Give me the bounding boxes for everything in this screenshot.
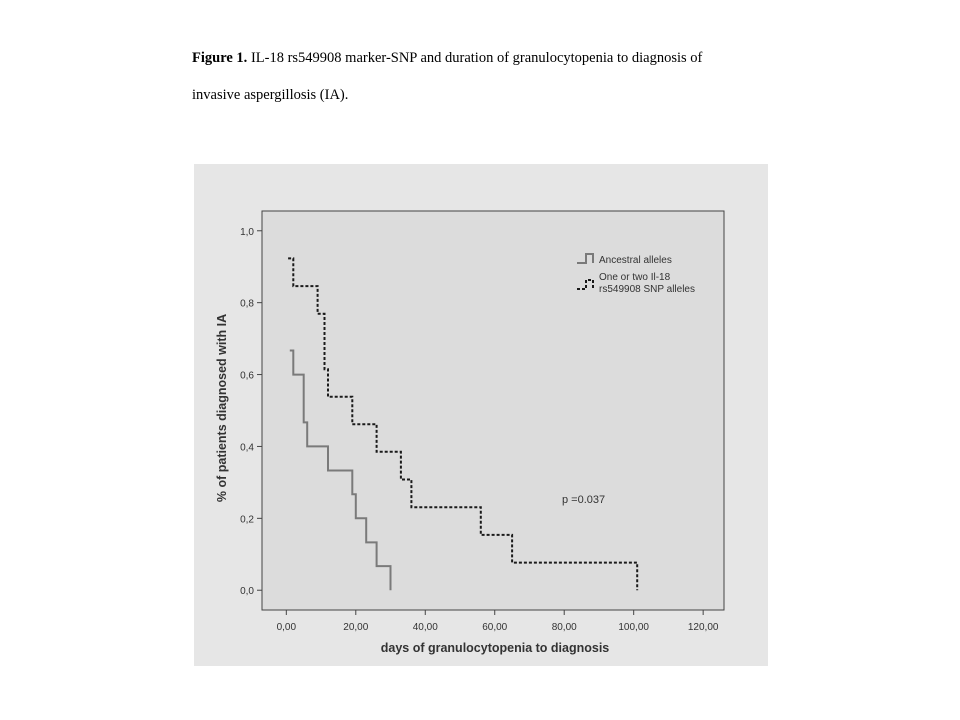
x-tick-label: 100,00	[618, 622, 649, 633]
y-axis-label: % of patients diagnosed with IA	[215, 313, 229, 503]
legend-label-snp-line2: rs549908 SNP alleles	[599, 284, 695, 295]
y-tick-label: 0,8	[240, 298, 254, 310]
x-tick-label: 80,00	[551, 622, 577, 633]
x-tick-label: 120,00	[687, 622, 719, 633]
caption-line-2: invasive aspergillosis (IA).	[192, 87, 349, 103]
y-tick-label: 0,6	[240, 370, 254, 382]
x-tick-label: 60,00	[482, 622, 508, 633]
x-tick-label: 20,00	[343, 622, 369, 633]
plot-area	[262, 211, 724, 610]
x-tick-label: 40,00	[412, 622, 438, 633]
legend-label-ancestral: Ancestral alleles	[599, 255, 672, 266]
x-tick-label: 0,00	[276, 622, 297, 633]
caption-title-part1: IL-18 rs549908 marker-SNP and duration of granulocytopenia to diagnosis of	[247, 50, 703, 66]
y-tick-label: 0,4	[240, 442, 254, 454]
y-tick-label: 0,0	[240, 586, 254, 598]
y-tick-label: 0,2	[240, 514, 254, 526]
x-axis-label: days of granulocytopenia to diagnosis	[380, 641, 610, 655]
y-tick-label: 1,0	[240, 226, 254, 238]
legend-label-snp-line1: One or two Il-18	[599, 272, 671, 283]
p-value-annotation: p =0.037	[562, 494, 606, 506]
caption-figure-label: Figure 1.	[192, 50, 248, 66]
